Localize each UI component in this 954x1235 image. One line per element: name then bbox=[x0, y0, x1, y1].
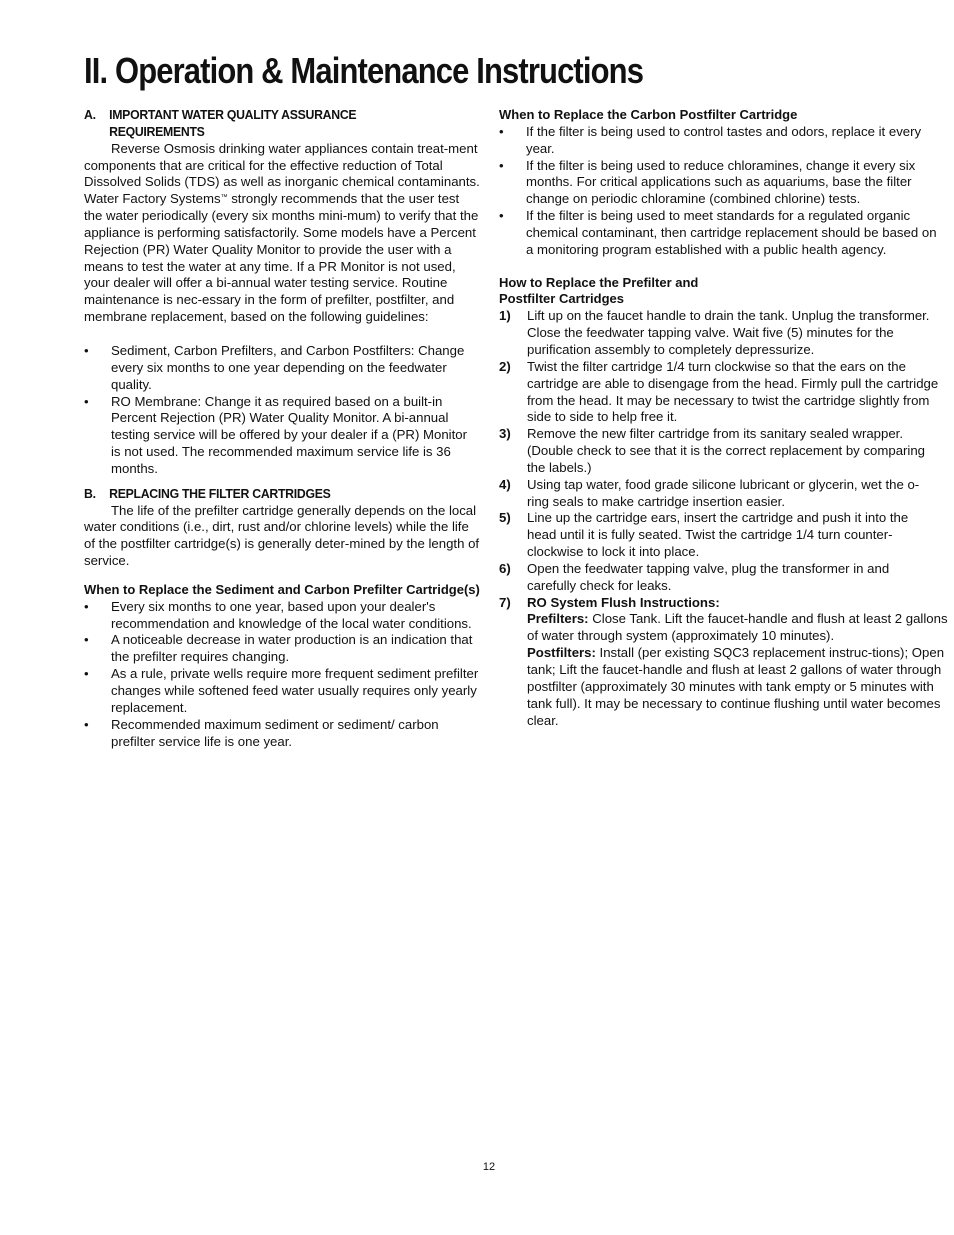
page-number: 12 bbox=[482, 1161, 496, 1173]
step-text: Remove the new filter cartridge from its sanitary sealed wrapper. (Double check to see that it is the correct replacement by comparing the labels.) bbox=[527, 426, 926, 475]
trademark-symbol: ™ bbox=[220, 194, 228, 202]
postfilter-subheading: When to Replace the Carbon Postfilter Cartridge bbox=[499, 107, 798, 122]
step-number: 4) bbox=[499, 476, 511, 492]
page-title: II. Operation & Maintenance Instructions bbox=[84, 50, 644, 91]
step-number: 2) bbox=[499, 358, 511, 374]
list-item: • Sediment, Carbon Prefilters, and Carbon Postfilters: Change every six months to one year depending on the feedwater quality. bbox=[84, 343, 480, 394]
prefilter-bullets bbox=[84, 599, 480, 751]
step-item bbox=[499, 477, 939, 511]
right-column bbox=[499, 107, 948, 729]
step-text: Using tap water, food grade silicone lubricant or glycerin, wet the o-ring seals to make cartridge insertion easier. bbox=[527, 476, 920, 509]
list-item: • If the filter is being used to meet standards for a regulated organic chemical contaminant, then cartridge replacement should be based on a monitoring program established with a public health agency. bbox=[499, 208, 939, 259]
step-item bbox=[499, 426, 939, 477]
section-a-paragraph bbox=[84, 141, 480, 326]
step-item bbox=[499, 510, 939, 561]
postfilter-bullets bbox=[499, 124, 939, 259]
flush-title: RO System Flush Instructions: bbox=[527, 594, 720, 610]
step-text: Twist the filter cartridge 1/4 turn clockwise so that the ears on the cartridge are able to disengage from the head. Firmly pull the cartridge from the head. It may be necessary to twist the cartridge slightly from side to side to help free it. bbox=[527, 358, 939, 425]
list-item: • A noticeable decrease in water production is an indication that the prefilter requires changing. bbox=[84, 632, 480, 666]
left-column bbox=[84, 107, 480, 750]
section-a-para-part2: strongly recommends that the user test the water periodically (every six months mini-mum) to verify that the appliance is performing satisfactorily. Some models have a Percent Rejection (PR) Water Quality Monitor to provide the user with a means to test the water at any time. If a PR Monitor is not used, your dealer will offer a bi-annual water testing service. Routine maintenance is nec-essary in the form of prefilter, postfilter, and membrane replacement, based on the following guidelines: bbox=[84, 191, 479, 325]
step-item-flush bbox=[499, 595, 954, 730]
postfilters-text: Install (per existing SQC3 replacement instruc-tions); Open tank; Lift the faucet-handle and flush at least 2 gallons of water through postfilter (approximately 30 minutes with tank empty or 5 minutes with tank full). It may be necessary to continue flushing until water becomes clear. bbox=[527, 645, 945, 728]
step-item bbox=[499, 561, 939, 595]
step-text: Line up the cartridge ears, insert the cartridge and push it into the head until it is fully seated. Twist the cartridge 1/4 turn counter-clockwise to lock it into place. bbox=[527, 510, 909, 560]
prefilters-text: Close Tank. Lift the faucet-handle and flush at least 2 gallons of water through system (approximately 10 minutes). bbox=[527, 611, 948, 644]
prefilters-label: Prefilters: bbox=[527, 611, 589, 627]
step-item bbox=[499, 308, 939, 359]
prefilter-subheading: When to Replace the Sediment and Carbon Prefilter Cartridge(s) bbox=[84, 581, 480, 597]
section-b-heading-text: REPLACING THE FILTER CARTRIDGES bbox=[109, 485, 331, 501]
list-item: • Recommended maximum sediment or sediment/ carbon prefilter service life is one year. bbox=[84, 717, 480, 751]
section-a-heading bbox=[84, 107, 452, 141]
section-b-letter: B. bbox=[84, 485, 96, 501]
step-item bbox=[499, 359, 939, 426]
step-number: 6) bbox=[499, 560, 511, 576]
section-a-heading-line1: IMPORTANT WATER QUALITY ASSURANCE bbox=[109, 107, 357, 122]
step-text: Lift up on the faucet handle to drain the tank. Unplug the transformer. Close the feedwater tapping valve. Wait five (5) minutes for the purification assembly to completely depressurize. bbox=[527, 308, 930, 357]
list-item: • If the filter is being used to control tastes and odors, replace it every year. bbox=[499, 124, 939, 158]
step-text: Open the feedwater tapping valve, plug the transformer in and carefully check for leaks. bbox=[527, 560, 890, 593]
howto-heading-line2: Postfilter Cartridges bbox=[499, 291, 624, 307]
step-number: 5) bbox=[499, 510, 511, 526]
step-number: 7) bbox=[499, 594, 511, 610]
step-number: 1) bbox=[499, 308, 511, 324]
section-a-letter: A. bbox=[84, 107, 96, 122]
postfilters-label: Postfilters: bbox=[527, 645, 596, 661]
section-a-para-part1: Reverse Osmosis drinking water appliances contain treat-ment components that are critical for the effective reduction of Total Dissolved Solids (TDS) as well as inorganic chemical contaminants. Water Factory Systems bbox=[84, 140, 480, 207]
section-a-heading-line2: REQUIREMENTS bbox=[109, 123, 205, 139]
step-number: 3) bbox=[499, 426, 511, 442]
list-item: • RO Membrane: Change it as required based on a built-in Percent Rejection (PR) Water Quality Monitor. A bi-annual testing service will be offered by your dealer if a (PR) Monitor is not used. The recommended maximum service life is 36 months. bbox=[84, 394, 480, 478]
howto-heading-line1: How to Replace the Prefilter and bbox=[499, 274, 699, 290]
section-b-paragraph: The life of the prefilter cartridge generally depends on the local water conditions (i.e., dirt, rust and/or chlorine levels) while the life of the postfilter cartridge(s) is generally deter-mined by the length of service. bbox=[84, 502, 480, 569]
list-item: • As a rule, private wells require more frequent sediment prefilter changes while softened feed water usually requires only yearly replacement. bbox=[84, 666, 480, 717]
section-b-heading bbox=[84, 486, 452, 503]
list-item: • Every six months to one year, based upon your dealer's recommendation and knowledge of the local water conditions. bbox=[84, 599, 480, 633]
howto-steps bbox=[499, 308, 948, 729]
howto-subheading bbox=[499, 275, 939, 309]
list-item: • If the filter is being used to reduce chloramines, change it every six months. For critical applications such as aquariums, base the filter change on periodic chloramine (combined chlorine) tests. bbox=[499, 158, 939, 209]
section-a-bullets bbox=[84, 343, 480, 478]
